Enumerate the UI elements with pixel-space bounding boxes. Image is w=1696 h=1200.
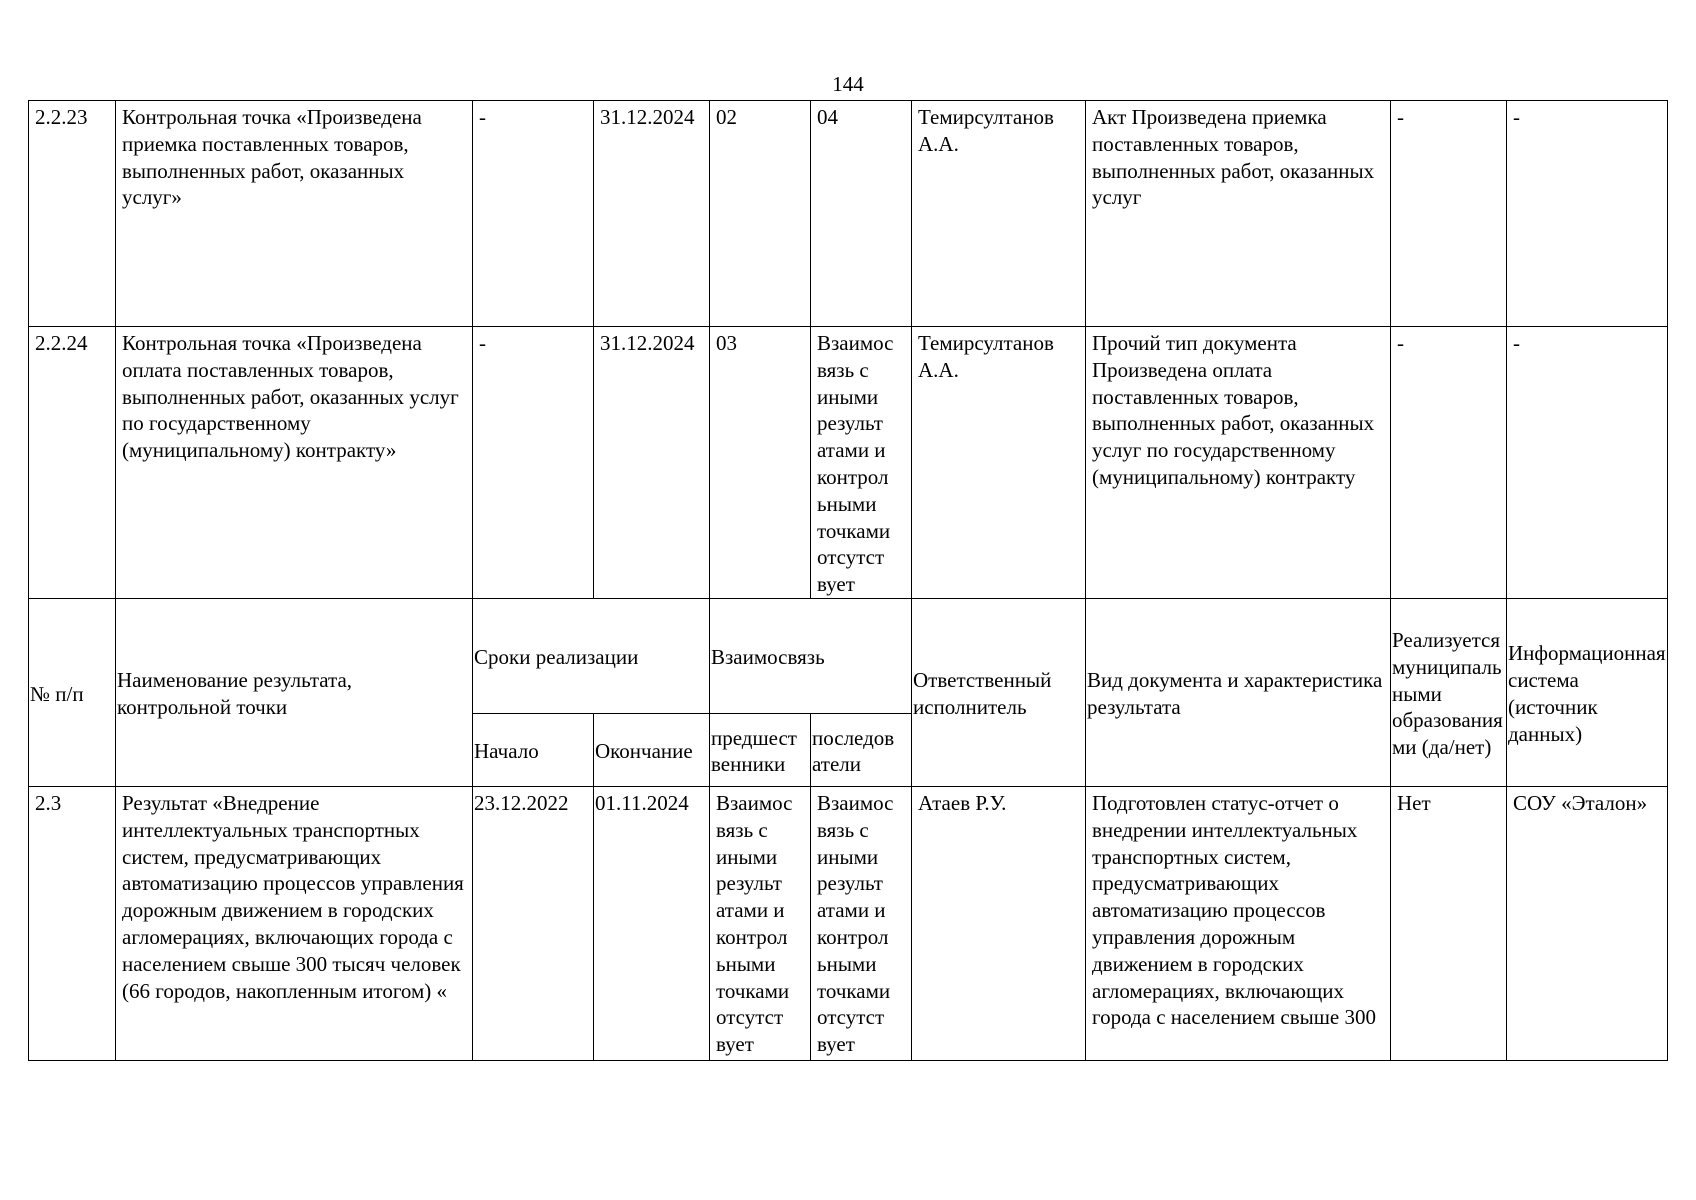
header-number: № п/п (29, 598, 116, 786)
start-date: - (473, 101, 594, 327)
cell-text: 2.3 (35, 790, 62, 815)
result-name (116, 786, 473, 1060)
row-number: 2.2.23 (29, 101, 116, 327)
start-date: - (473, 327, 594, 599)
information-system (1507, 786, 1668, 1060)
predecessors: 02 (710, 101, 811, 327)
start-date (473, 786, 594, 1060)
cell-text: СОУ «Эталон» (1513, 790, 1648, 815)
page-number: 144 (832, 72, 864, 96)
header-relation: Взаимосвязь (710, 598, 912, 713)
header-start: Начало (473, 713, 594, 786)
responsible-person (912, 786, 1086, 1060)
document-type: Прочий тип документа Произведена оплата поставленных товаров, выполненных работ, оказанных услуг по государственному (муниципальному) контракту (1086, 327, 1391, 599)
end-date: 31.12.2024 (594, 327, 710, 599)
cell-text: 01.11.2024 (595, 790, 689, 815)
responsible-person: Темирсултанов А.А. (912, 327, 1086, 599)
header-responsible: Ответственный исполнитель (912, 598, 1086, 786)
header-name: Наименование результата, контрольной точки (116, 598, 473, 786)
header-end: Окончание (594, 713, 710, 786)
cell-text: Взаимос вязь с иными результ атами и контрол ьными точками отсутст вует (716, 790, 793, 1056)
cell-text: Результат «Внедрение интеллектуальных транспортных систем, предусматривающих автоматизацию процессов управления дорожным движением в городских агломерациях, включающих города с населением свыше 300 тысяч человек (66 городов, накопленным итогом) « (122, 790, 464, 1003)
row-number (29, 786, 116, 1060)
results-table (28, 100, 1668, 1061)
successors: Взаимос вязь с иными результ атами и контрол ьными точками отсутст вует (811, 327, 912, 599)
table-row (29, 786, 1668, 1060)
successors (811, 786, 912, 1060)
municipal-flag: - (1391, 101, 1507, 327)
municipal-flag: - (1391, 327, 1507, 599)
header-municipal: Реализуется муниципальными образованиями (да/нет) (1391, 598, 1507, 786)
cell-text: Атаев Р.У. (918, 790, 1007, 815)
header-document: Вид документа и характеристика результата (1086, 598, 1391, 786)
table-row (29, 101, 1668, 327)
predecessors: 03 (710, 327, 811, 599)
end-date: 31.12.2024 (594, 101, 710, 327)
cell-text: Нет (1397, 790, 1431, 815)
information-system: - (1507, 101, 1668, 327)
successors: 04 (811, 101, 912, 327)
cell-text: 23.12.2022 (474, 790, 569, 815)
end-date (594, 786, 710, 1060)
information-system: - (1507, 327, 1668, 599)
header-system: Информационная система (источник данных) (1507, 598, 1668, 786)
header-row (29, 598, 1668, 713)
cell-text: Подготовлен статус-отчет о внедрении интеллектуальных транспортных систем, предусматривающих автоматизацию процессов управления дорожным движением в городских агломерациях, включающих города с населением свыше 300 (1092, 790, 1376, 1030)
header-terms: Сроки реализации (473, 598, 710, 713)
municipal-flag (1391, 786, 1507, 1060)
cell-text: Взаимос вязь с иными результ атами и контрол ьными точками отсутст вует (817, 790, 894, 1056)
row-number: 2.2.24 (29, 327, 116, 599)
table-row (29, 327, 1668, 599)
header-predecessors: предшест венники (710, 713, 811, 786)
result-name: Контрольная точка «Произведена оплата поставленных товаров, выполненных работ, оказанных услуг по государственному (муниципальному) контракту» (116, 327, 473, 599)
responsible-person: Темирсултанов А.А. (912, 101, 1086, 327)
result-name: Контрольная точка «Произведена приемка поставленных товаров, выполненных работ, оказанных услуг» (116, 101, 473, 327)
predecessors (710, 786, 811, 1060)
document-type: Акт Произведена приемка поставленных товаров, выполненных работ, оказанных услуг (1086, 101, 1391, 327)
document-type (1086, 786, 1391, 1060)
header-successors: последов атели (811, 713, 912, 786)
